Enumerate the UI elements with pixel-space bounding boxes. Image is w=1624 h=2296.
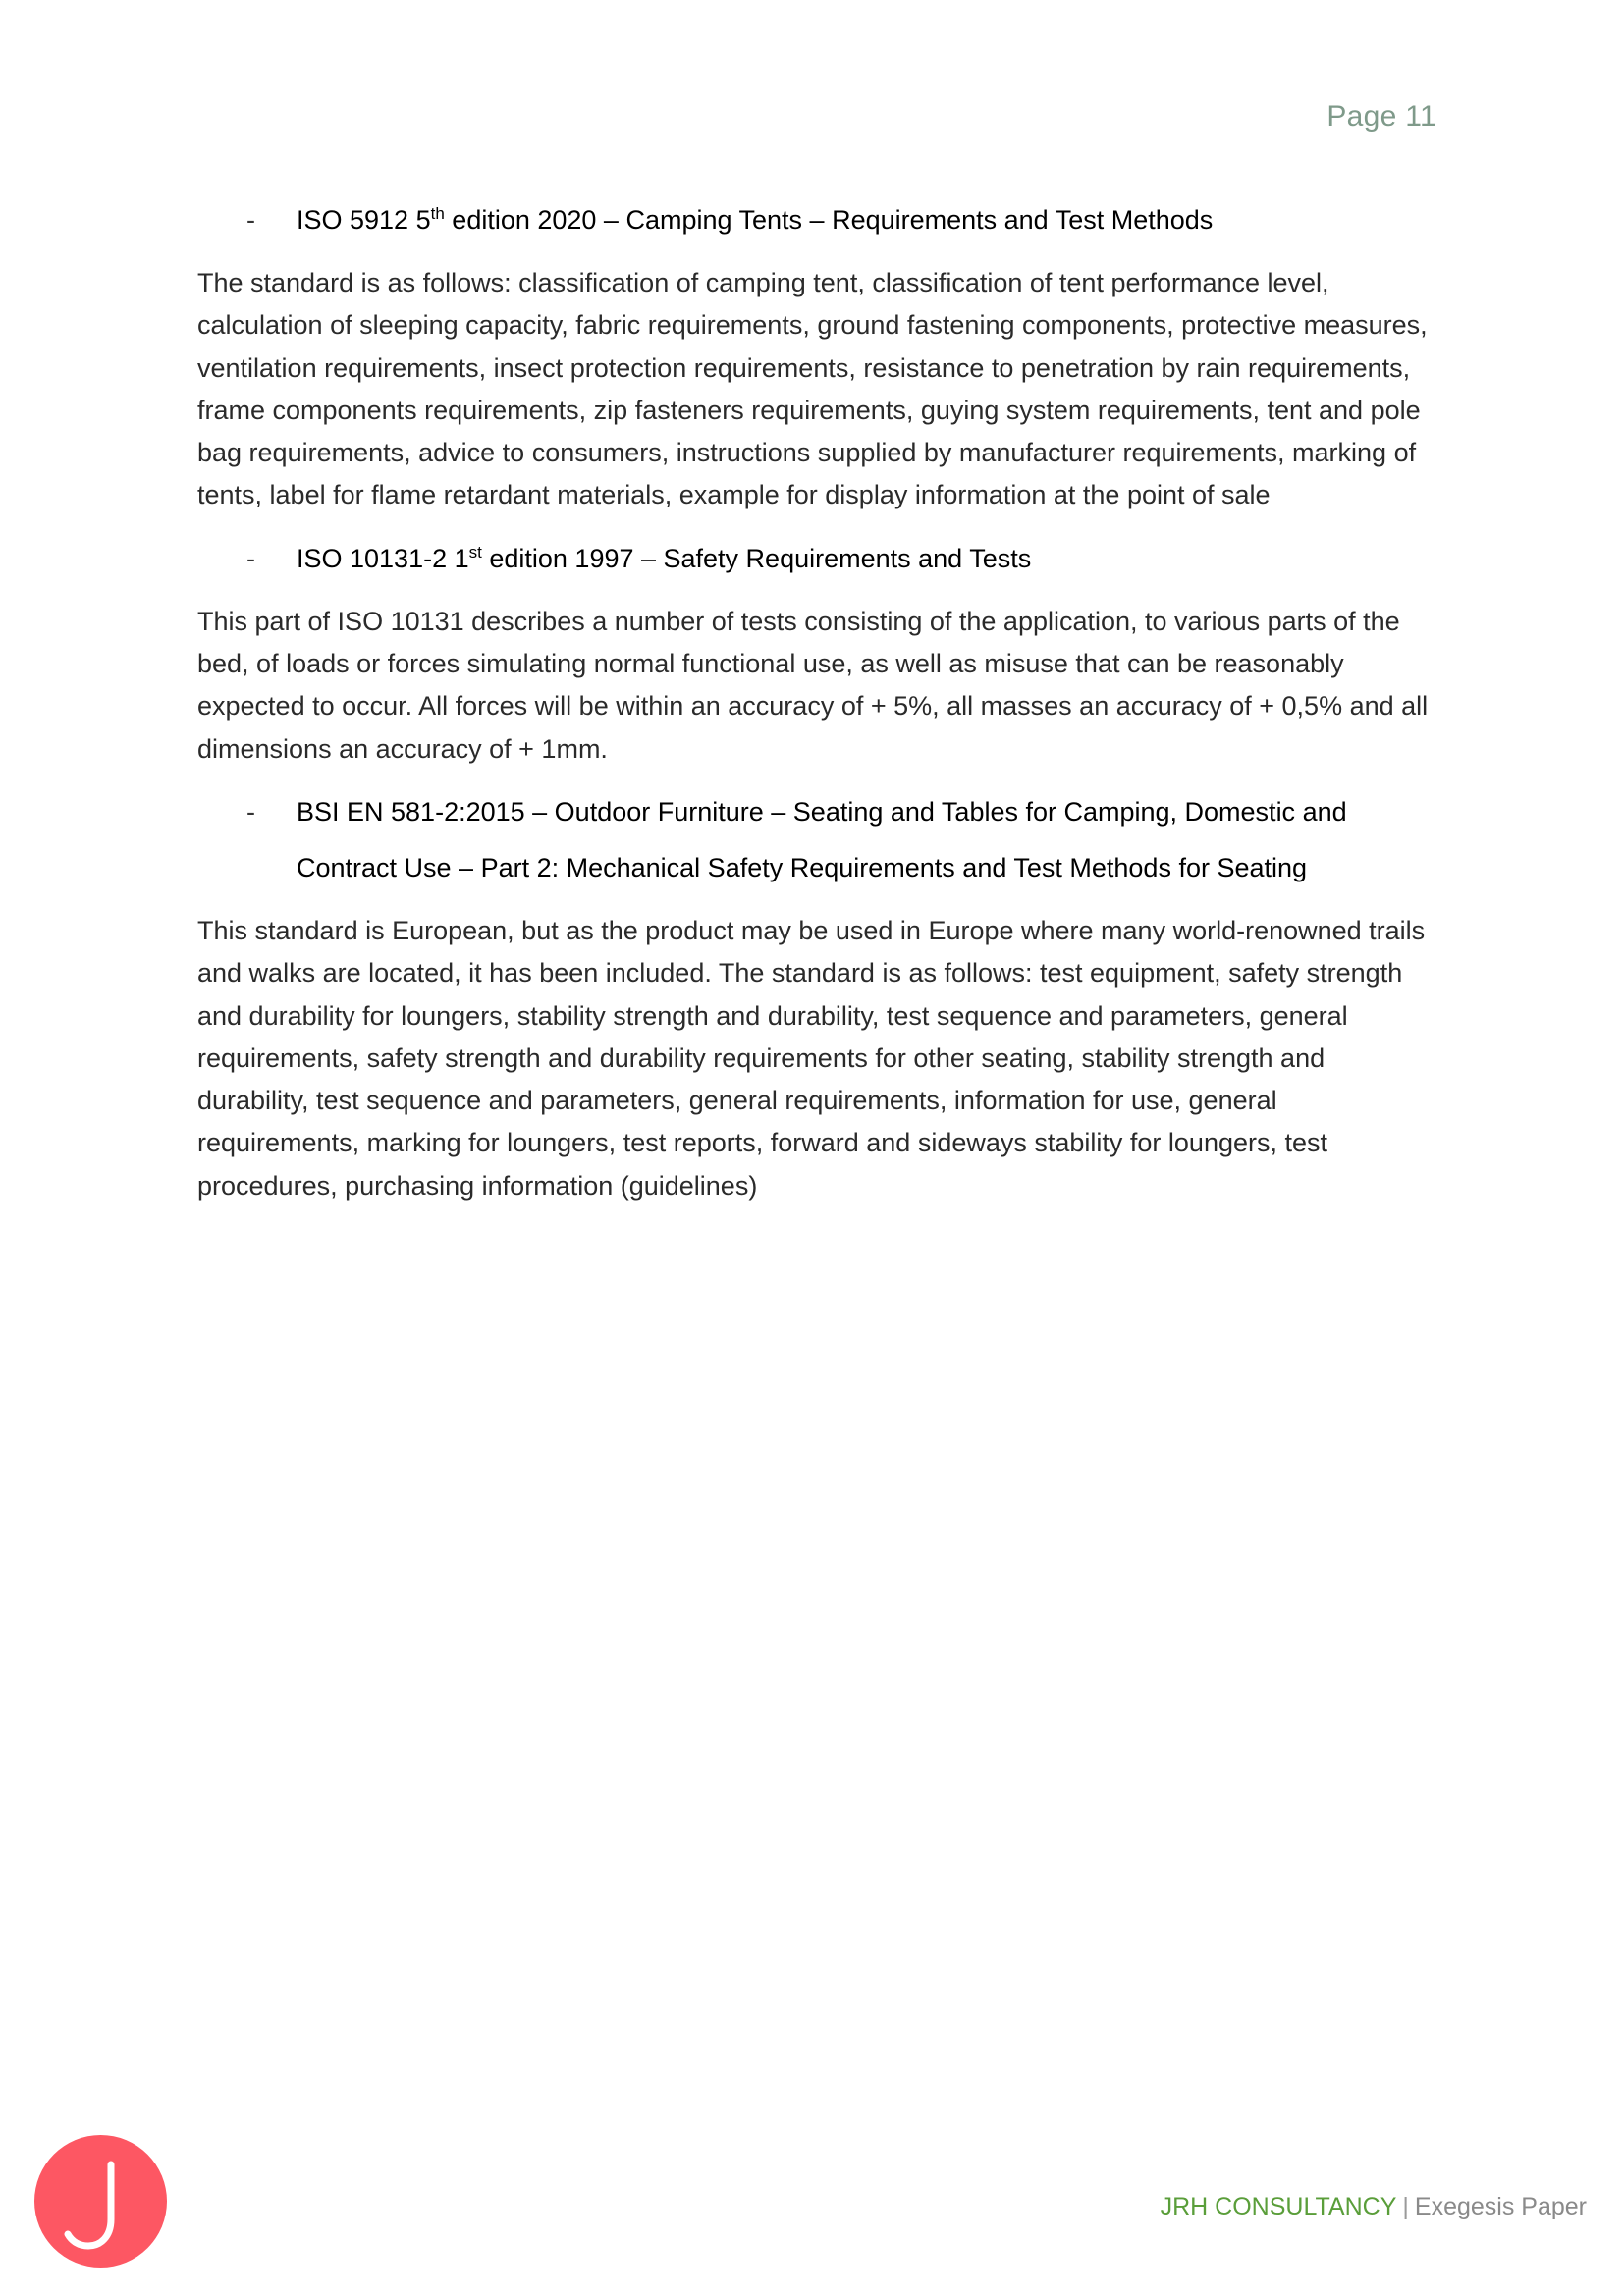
heading-text: ISO 10131-2 1 — [297, 543, 469, 573]
bullet-dash: - — [246, 796, 255, 827]
company-logo — [34, 2135, 167, 2268]
section-heading-iso-10131 — [197, 531, 1436, 587]
heading-superscript: th — [430, 204, 445, 223]
bullet-dash: - — [246, 205, 255, 235]
footer-doc-type: Exegesis Paper — [1414, 2193, 1587, 2220]
document-body — [197, 192, 1436, 1221]
section-paragraph-iso-10131: This part of ISO 10131 describes a number of tests consisting of the application, to various parts of the bed, of loads or forces simulating normal functional use, as well as misuse that can be reasonably expected to occur. All forces will be within an accuracy of + 5%, all masses an accuracy of + 0,5% and all dimensions an accuracy of + 1mm. — [197, 606, 1429, 764]
bullet-dash: - — [246, 543, 255, 573]
heading-text-continued: edition 2020 – Camping Tents – Requirements and Test Methods — [444, 205, 1214, 235]
heading-superscript: st — [468, 542, 482, 561]
section-heading-bsi-en-581 — [197, 784, 1436, 896]
heading-text: BSI EN 581-2:2015 – Outdoor Furniture – Seating and Tables for Camping, Domestic and Contract Use – Part 2: Mechanical Safety Requirements and Test Methods for Seating — [297, 796, 1347, 882]
footer-separator: | — [1402, 2193, 1409, 2220]
footer — [1161, 2193, 1587, 2221]
section-paragraph-bsi-en-581: This standard is European, but as the product may be used in Europe where many world-renowned trails and walks are located, it has been included. The standard is as follows: test equipment, safety strength and durability for loungers, stability strength and durability, test sequence and parameters, general requirements, safety strength and durability requirements for other seating, stability strength and durability, test sequence and parameters, general requirements, information for use, general requirements, marking for loungers, test reports, forward and sideways stability for loungers, test procedures, purchasing information (guidelines) — [197, 915, 1426, 1201]
footer-brand: JRH CONSULTANCY — [1160, 2193, 1397, 2220]
heading-text: ISO 5912 5 — [297, 205, 431, 235]
section-heading-iso-5912 — [197, 192, 1436, 248]
page-number: Page 11 — [1326, 100, 1436, 133]
logo-j-icon — [34, 2135, 167, 2268]
section-paragraph-iso-5912: The standard is as follows: classification of camping tent, classification of tent performance level, calculation of sleeping capacity, fabric requirements, ground fastening components, protective measures, ventilation requirements, insect protection requirements, resistance to penetration by rain requirements, frame components requirements, zip fasteners requirements, guying system requirements, tent and pole bag requirements, advice to consumers, instructions supplied by manufacturer requirements, marking of tents, label for flame retardant materials, example for display information at the point of sale — [197, 268, 1428, 510]
heading-text-continued: edition 1997 – Safety Requirements and Tests — [481, 543, 1032, 573]
